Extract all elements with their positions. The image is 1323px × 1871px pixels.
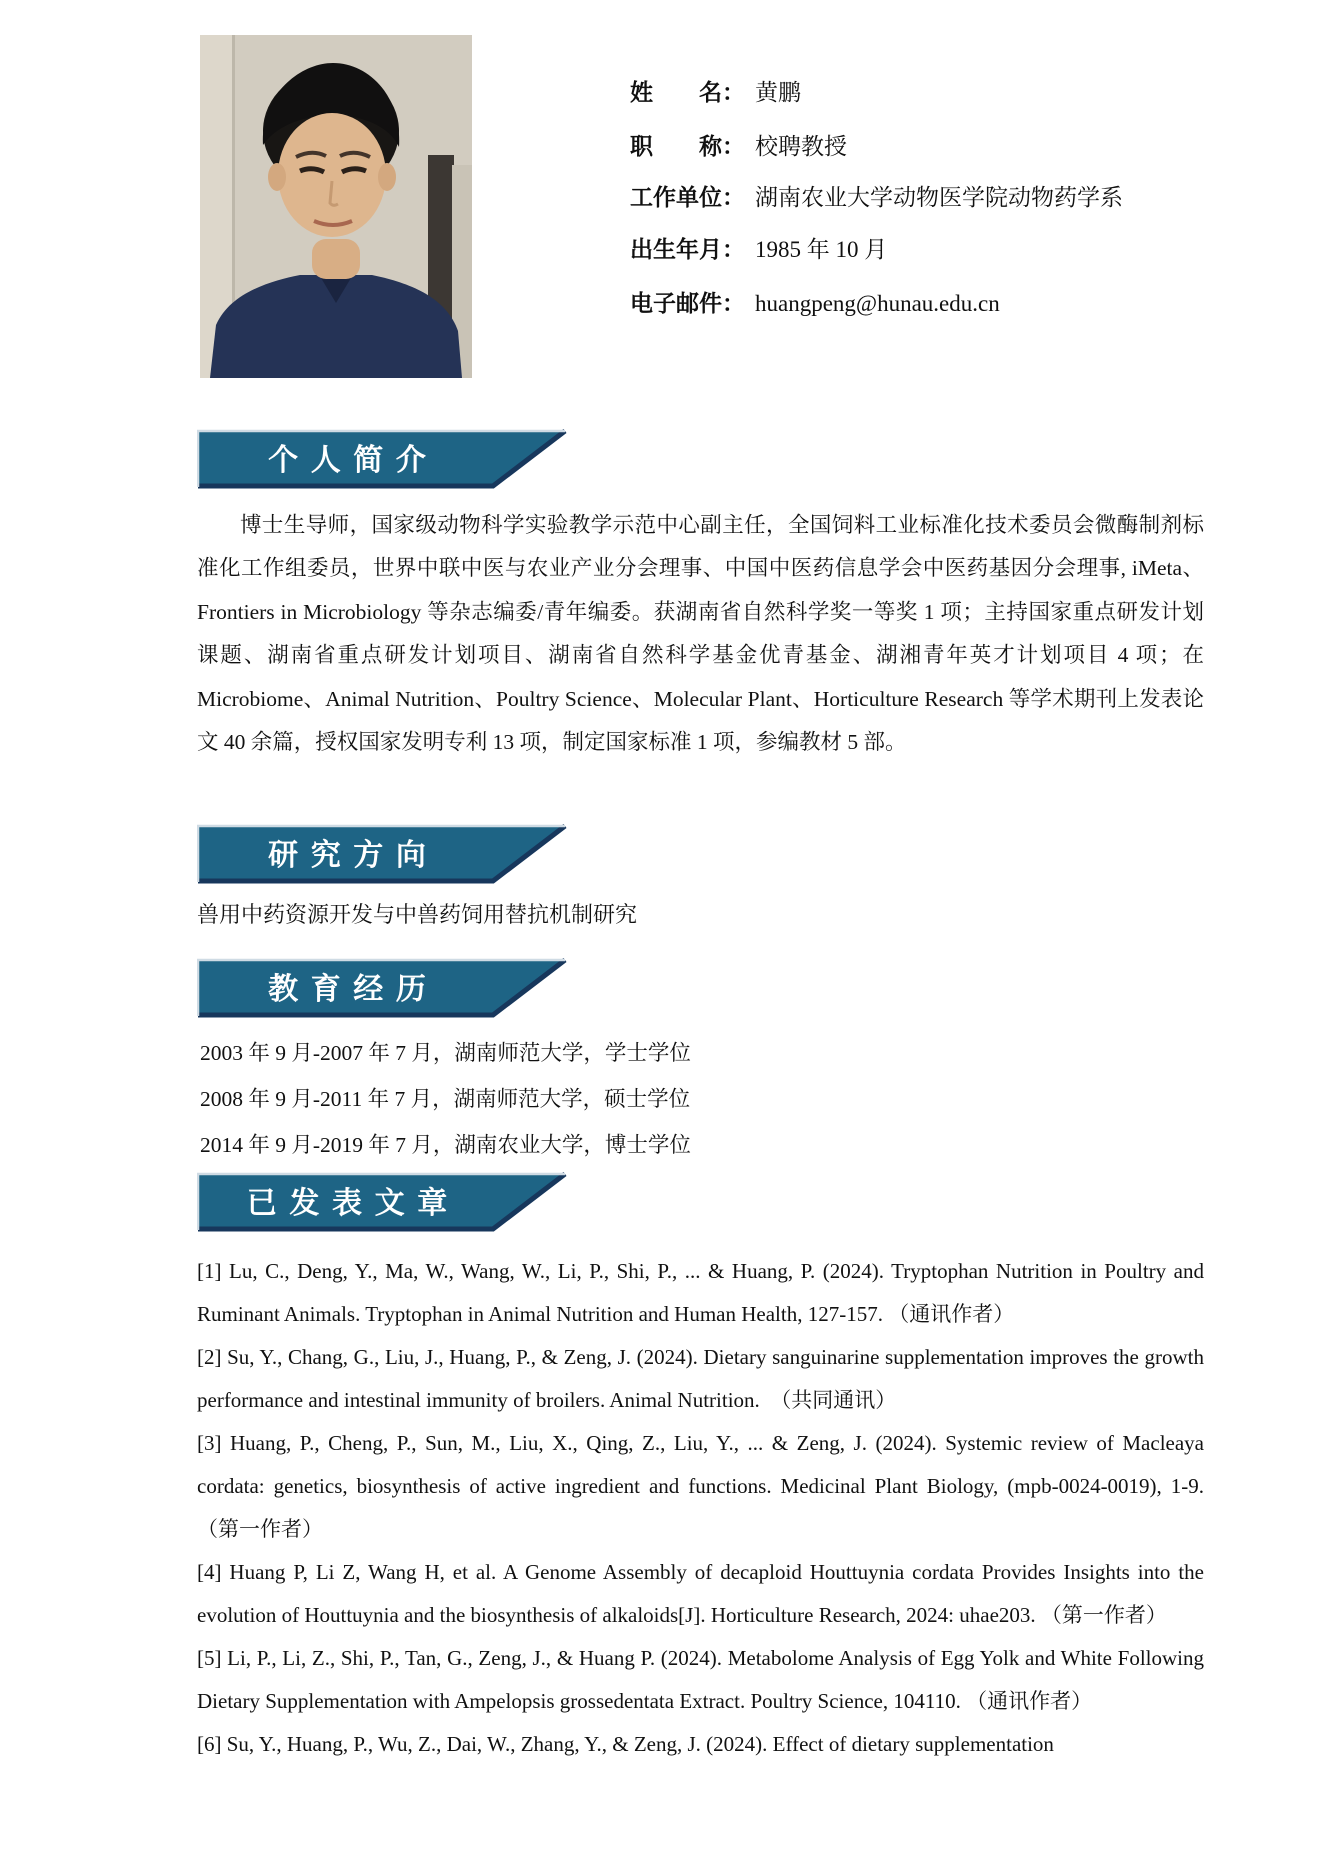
section-title-publications: 已发表文章 <box>246 1187 460 1220</box>
publication-item: [6] Su, Y., Huang, P., Wu, Z., Dai, W., Zhang, Y., & Zeng, J. (2024). Effect of dietary supplementation <box>197 1732 1054 1756</box>
field-email-label: 电子邮件： <box>630 290 745 316</box>
education-item: 2014 年 9 月-2019 年 7 月，湖南农业大学，博士学位 <box>200 1133 691 1157</box>
intro-paragraph: 博士生导师，国家级动物科学实验教学示范中心副主任，全国饲料工业标准化技术委员会微酶制剂标准化工作组委员，世界中联中医与农业产业分会理事、中国中医药信息学会中医药基因分会理事, iMeta、Frontiers in Microbiology 等杂志编委/青年编委。获湖南省自然科学奖一等奖 1 项；主持国家重点研发计划课题、湖南省重点研发计划项目、湖南省自然科学基金优青基金、湖湘青年英才计划项目 4 项；在 Microbiome、Animal Nutrition、Poultry Science、Molecular Plant、Horticulture Research 等学术期刊上发表论文 40 余篇，授权国家发明专利 13 项，制定国家标准 1 项，参编教材 5 部。 <box>197 513 1204 755</box>
field-name <box>630 76 801 108</box>
field-name-value: 黄鹏 <box>755 80 801 105</box>
field-email-value: huangpeng@hunau.edu.cn <box>755 291 1000 316</box>
field-birth-value: 1985 年 10 月 <box>755 237 888 262</box>
field-name-label: 姓 名： <box>630 79 745 105</box>
education-list <box>200 1030 1207 1168</box>
section-banner-education <box>197 957 577 1019</box>
field-birth <box>630 233 887 265</box>
field-workunit-value: 湖南农业大学动物医学院动物药学系 <box>755 185 1123 210</box>
section-title-education: 教育经历 <box>268 973 439 1006</box>
field-workunit-label: 工作单位： <box>630 184 745 210</box>
section-banner-intro <box>197 428 577 490</box>
section-title-research: 研究方向 <box>268 839 439 872</box>
field-title <box>630 130 847 162</box>
publication-item: [2] Su, Y., Chang, G., Liu, J., Huang, P., & Zeng, J. (2024). Dietary sanguinarine supplementation improves the growth performance and intestinal immunity of broilers. Animal Nutrition. （共同通讯） <box>197 1345 1204 1412</box>
publications-list <box>197 1250 1204 1766</box>
field-workunit <box>630 181 1123 213</box>
profile-photo <box>200 35 472 378</box>
publication-item: [3] Huang, P., Cheng, P., Sun, M., Liu, X., Qing, Z., Liu, Y., ... & Zeng, J. (2024). Systemic review of Macleaya cordata: genetics, biosynthesis of active ingredient and functions. Medicinal Plant Biology, (mpb-0024-0019), 1-9. （第一作者） <box>197 1431 1204 1541</box>
section-banner-research <box>197 823 577 885</box>
publication-item: [5] Li, P., Li, Z., Shi, P., Tan, G., Zeng, J., & Huang P. (2024). Metabolome Analysis of Egg Yolk and White Following Dietary Supplementation with Ampelopsis grossedentata Extract. Poultry Science, 104110. （通讯作者） <box>197 1646 1204 1713</box>
section-title-intro: 个人简介 <box>268 444 439 477</box>
section-banner-publications <box>197 1171 577 1233</box>
field-birth-label: 出生年月： <box>630 236 745 262</box>
field-title-label: 职 称： <box>630 133 745 159</box>
research-direction-text: 兽用中药资源开发与中兽药饲用替抗机制研究 <box>197 902 638 927</box>
publication-item: [4] Huang P, Li Z, Wang H, et al. A Genome Assembly of decaploid Houttuynia cordata Provides Insights into the evolution of Houttuynia and the biosynthesis of alkaloids[J]. Horticulture Research, 2024: uhae203. （第一作者） <box>197 1560 1204 1627</box>
field-email <box>630 287 1000 319</box>
publication-item: [1] Lu, C., Deng, Y., Ma, W., Wang, W., Li, P., Shi, P., ... & Huang, P. (2024). Tryptophan Nutrition in Poultry and Ruminant Animals. Tryptophan in Animal Nutrition and Human Health, 127-157. （通讯作者） <box>197 1259 1204 1326</box>
portrait-photo-graphic <box>200 35 472 378</box>
education-item: 2008 年 9 月-2011 年 7 月，湖南师范大学，硕士学位 <box>200 1087 691 1111</box>
education-item: 2003 年 9 月-2007 年 7 月，湖南师范大学，学士学位 <box>200 1041 691 1065</box>
field-title-value: 校聘教授 <box>755 134 847 159</box>
